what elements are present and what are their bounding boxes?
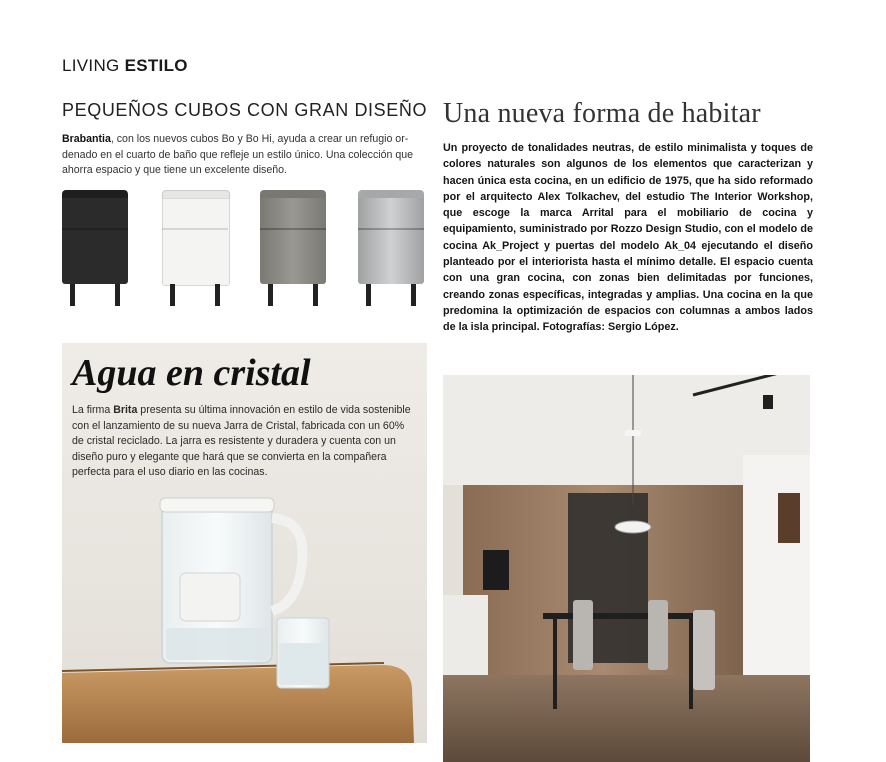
cubos-body: , con los nuevos cubos Bo y Bo Hi, ayuda a crear un refugio or-denado en el cuarto de baño que refleje un estilo único. Una colección que ahorra espacio y que tiene un excelente diseño. bbox=[62, 133, 414, 176]
section-label-bold: ESTILO bbox=[124, 56, 188, 75]
agua-body: presenta su última innovación en estilo de vida sostenible con el lanzamiento de su nueva Jarra de Cristal, fabricada con un 60% de cristal reciclado. La jarra es resistente y duradera y cuenta con un diseño puro y elegante que hará que se convierta en la compañera perfecta para el uso diario en las cocinas. bbox=[72, 404, 411, 478]
agua-text bbox=[72, 403, 417, 481]
brita-photo bbox=[62, 343, 427, 743]
habitar-body: Un proyecto de tonalidades neutras, de estilo minimalista y toques de colores naturales son algunos de los elementos que caracterizan y hacen única esta cocina, en un edificio de 1975, que ha sido reformado por el arquitecto Alex Tolkachev, del estudio The Interior Workshop, que escoge la marca Arrital para el mobiliario de cocina y equipamiento, suministrado por Rozzo Design Studio, con el modelo de cocina Ak_Project y puertas del modelo Ak_04 ejecutando el diseño planteado por el interiorista hasta el mínimo detalle. El espacio cuenta con una gran cocina, con zonas bien delimitadas por funciones, creando zonas específicas, integradas y amplias. Una cocina en la que predomina la optimización de espacios con columnas a ambos lados de la isla principal. Fotografías: Sergio López. bbox=[443, 142, 813, 334]
section-tag bbox=[62, 56, 188, 76]
agua-brand: Brita bbox=[113, 404, 138, 416]
bin-platinum bbox=[260, 190, 326, 308]
cubos-title: PEQUEÑOS CUBOS CON GRAN DISEÑO bbox=[62, 100, 428, 120]
bin-steel bbox=[358, 190, 424, 308]
cubos-brand: Brabantia bbox=[62, 133, 111, 145]
kitchen-photo bbox=[443, 375, 810, 762]
habitar-title: Una nueva forma de habitar bbox=[443, 98, 761, 129]
agua-title: Agua en cristal bbox=[72, 352, 311, 394]
cubos-text bbox=[62, 132, 422, 179]
kitchen-illustration bbox=[443, 375, 810, 762]
section-label-light: LIVING bbox=[62, 56, 120, 75]
bin-white bbox=[162, 190, 228, 308]
agua-intro: La firma bbox=[72, 404, 114, 416]
bins-image bbox=[58, 190, 426, 318]
bin-black bbox=[62, 190, 128, 308]
